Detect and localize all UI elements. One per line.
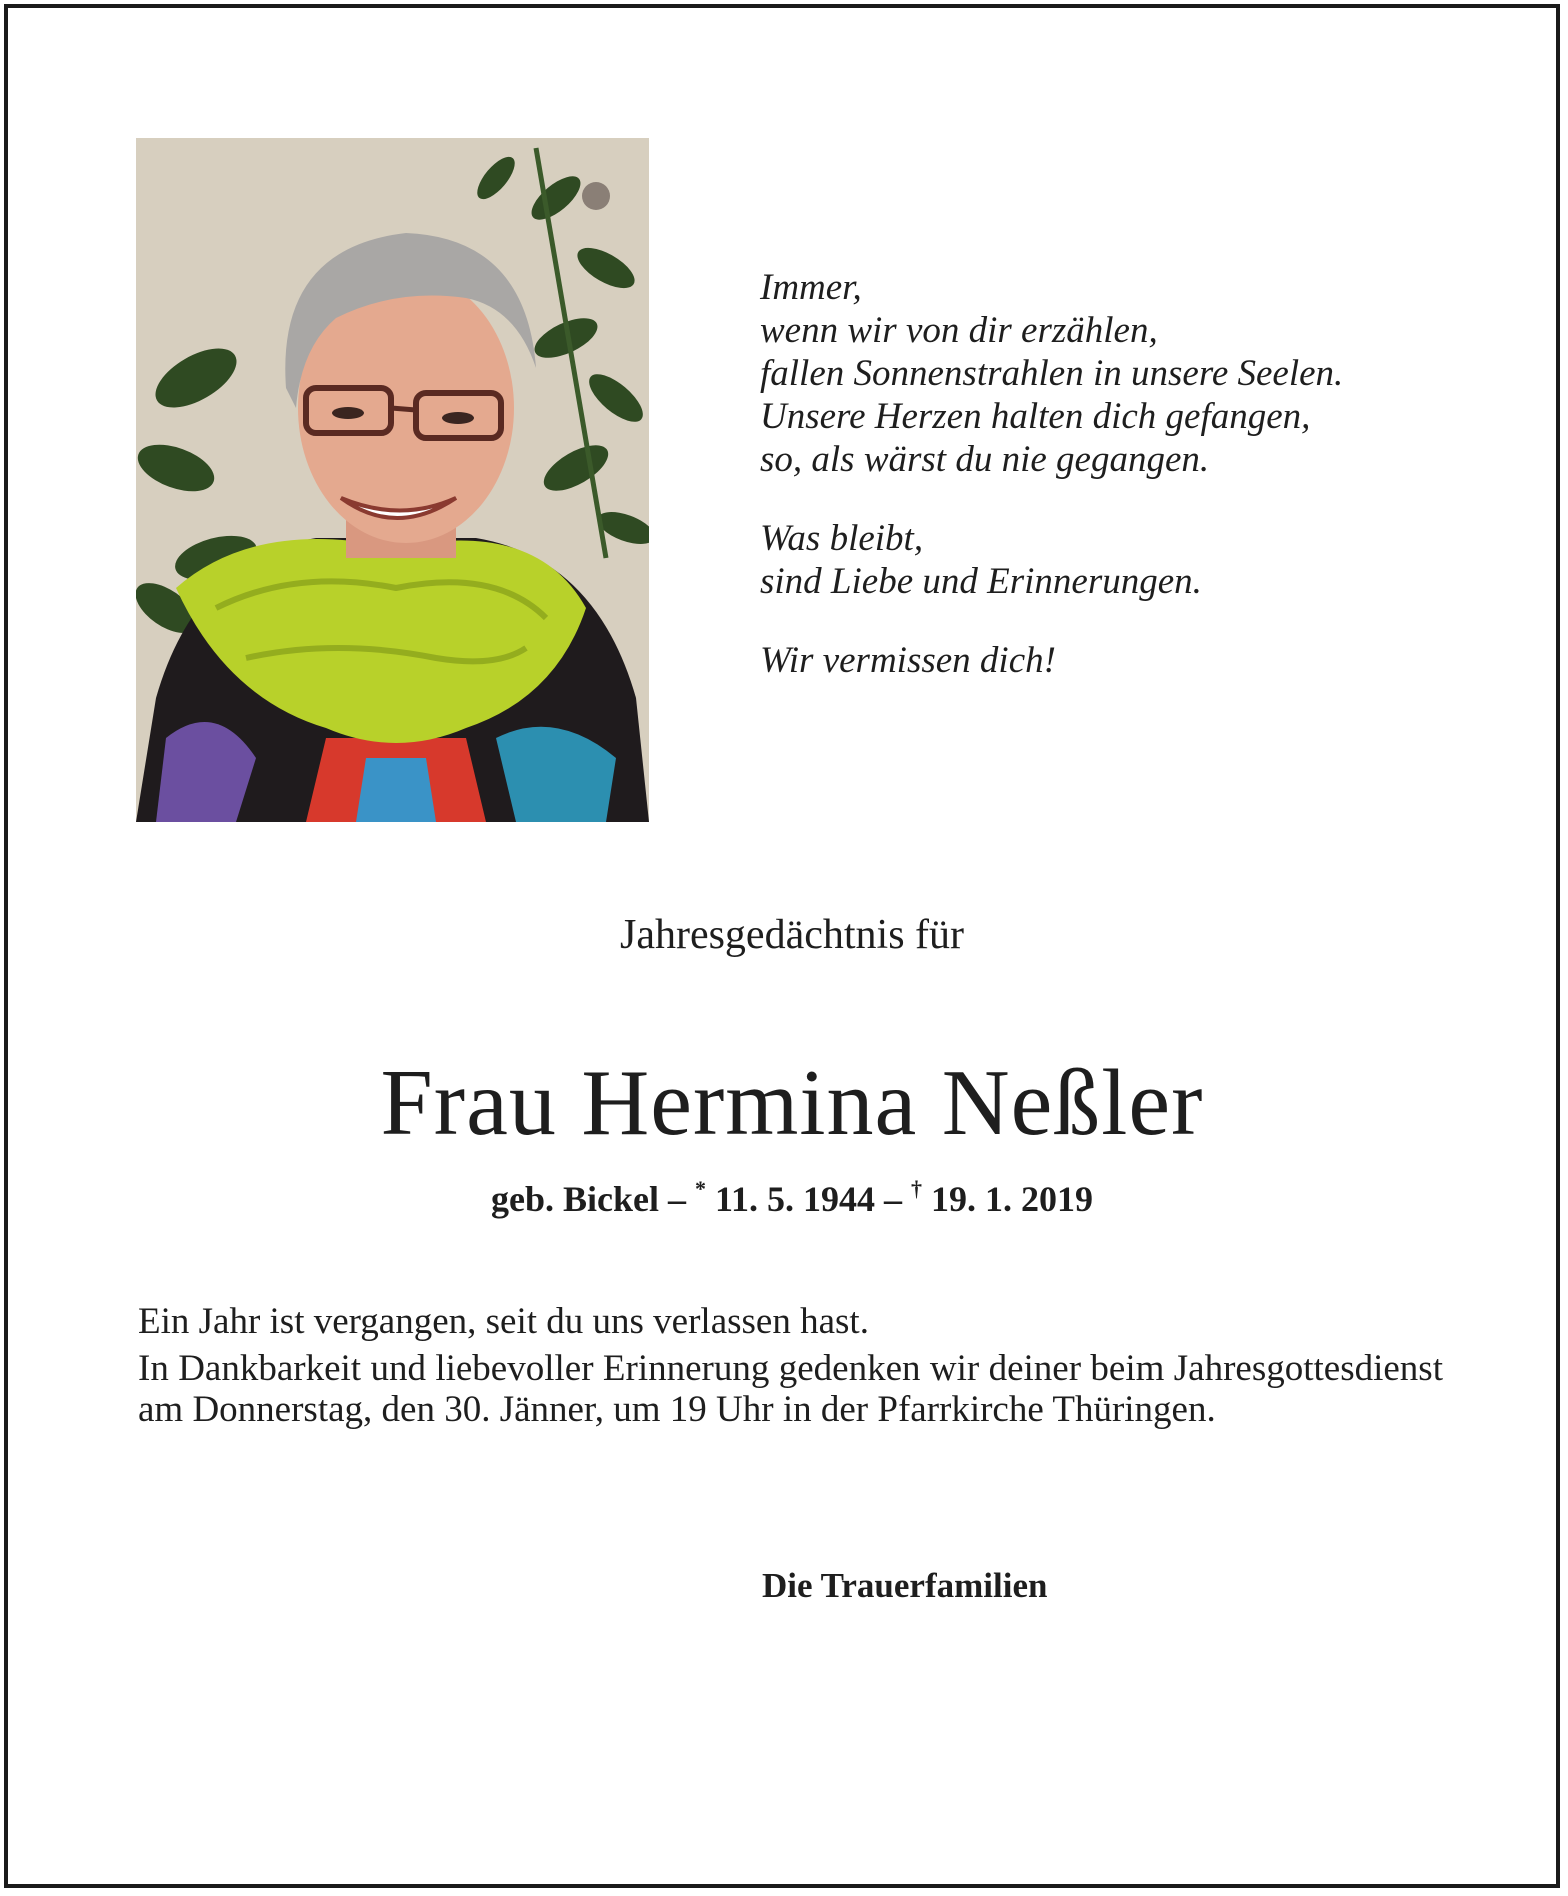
death-date: 19. 1. 2019 — [931, 1179, 1093, 1219]
poem-line: Immer, — [760, 267, 862, 308]
life-dates — [8, 1178, 1568, 1220]
poem-line: Was bleibt, — [760, 518, 924, 559]
portrait-photo — [136, 138, 649, 822]
poem-stanza — [760, 517, 1480, 603]
obituary-frame — [4, 4, 1560, 1888]
poem-line: Unsere Herzen halten dich gefangen, — [760, 396, 1311, 437]
poem-line: Wir vermissen dich! — [760, 640, 1056, 681]
poem-stanza — [760, 266, 1480, 481]
memorial-paragraph: In Dankbarkeit und liebevoller Erinnerung gedenken wir deiner beim Jahresgottesdienst am Donnerstag, den 30. Jänner, um 19 Uhr in der Pfarrkirche Thüringen. — [138, 1348, 1443, 1430]
death-symbol: † — [911, 1176, 922, 1201]
poem-line: sind Liebe und Erinnerungen. — [760, 561, 1202, 602]
memorial-intro: Jahresgedächtnis für — [619, 912, 965, 958]
birth-date: 11. 5. 1944 – — [714, 1179, 902, 1219]
deceased-name: Frau Hermina Neßler — [380, 1051, 1204, 1155]
poem-line: so, als wärst du nie gegangen. — [760, 439, 1210, 480]
signature: Die Trauerfamilien — [762, 1566, 1048, 1605]
maiden-name: geb. Bickel – — [490, 1179, 686, 1219]
poem-line: wenn wir von dir erzählen, — [760, 310, 1158, 351]
poem-stanza — [760, 639, 1480, 682]
memorial-paragraph: Ein Jahr ist vergangen, seit du uns verlassen hast. — [138, 1301, 869, 1342]
memorial-poem — [760, 266, 1480, 718]
poem-line: fallen Sonnenstrahlen in unsere Seelen. — [760, 353, 1344, 394]
birth-symbol: * — [694, 1176, 706, 1201]
memorial-text — [138, 1301, 1443, 1436]
